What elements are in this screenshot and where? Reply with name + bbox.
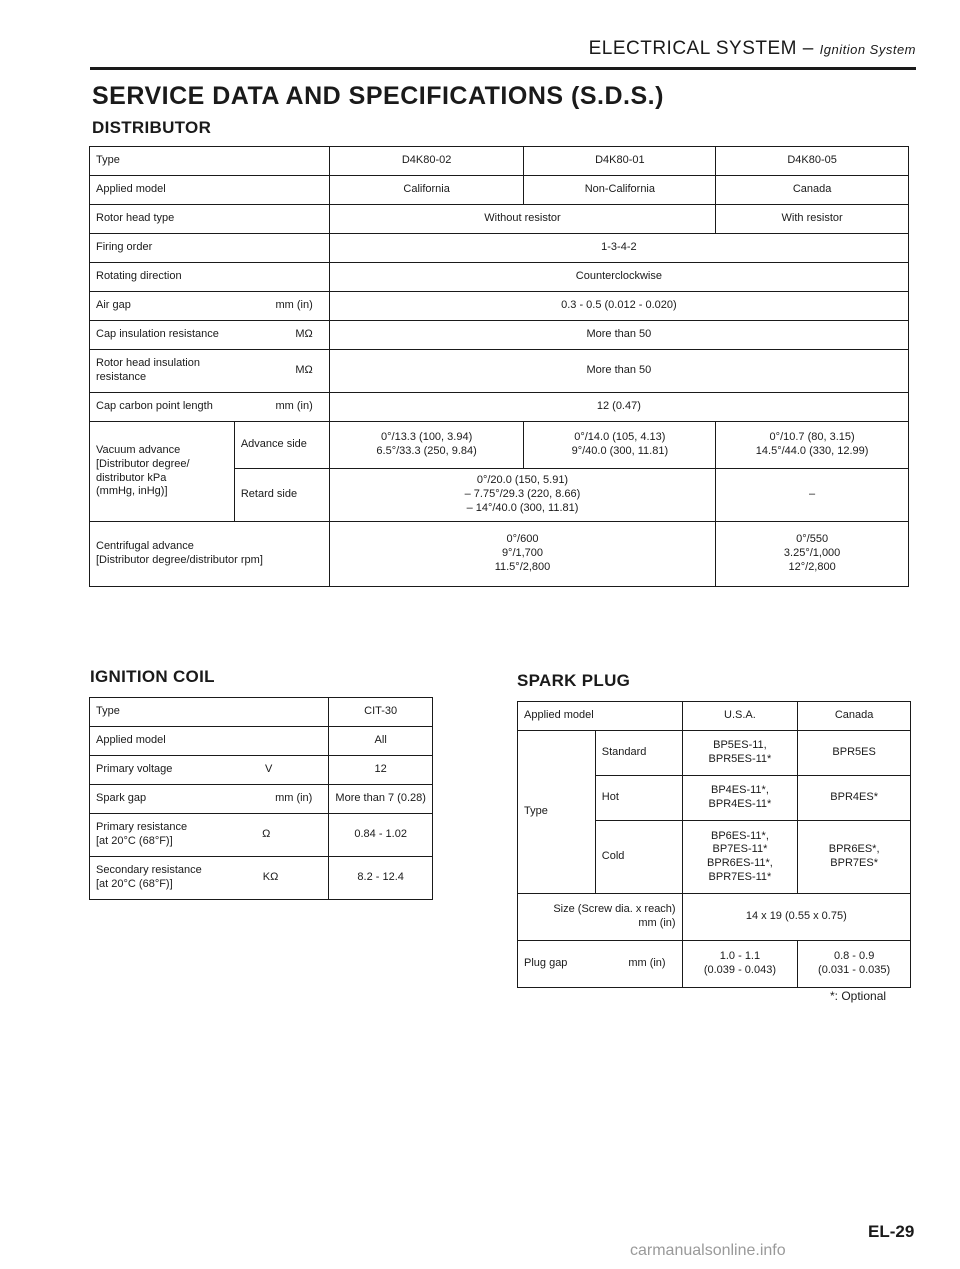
header-main: ELECTRICAL SYSTEM – [588,38,814,59]
spark-plug-table [517,701,911,988]
table-row [90,176,909,205]
coil-value: More than 7 (0.28) [329,785,433,814]
coil-value: 0.84 - 1.02 [329,814,433,857]
plug-gap-canada: 0.8 - 0.9 (0.031 - 0.035) [798,941,911,988]
coil-value: 12 [329,756,433,785]
plug-cold-label: Cold [595,821,682,894]
air-gap-value: 0.3 - 0.5 (0.012 - 0.020) [329,292,908,321]
plug-gap-label-cell [518,941,683,988]
applied-value: Non-California [524,176,716,205]
coil-label: Primary voltage [96,763,173,776]
coil-label-cell [90,785,329,814]
advance-value: 0°/10.7 (80, 3.15) 14.5°/44.0 (330, 12.99) [716,422,909,469]
header-sub: Ignition System [819,42,916,57]
applied-label: Applied model [90,176,330,205]
plug-hot-usa: BP4ES-11*, BPR4ES-11* [682,776,798,821]
coil-label: Type [96,705,120,718]
table-row [518,702,911,731]
plug-size-value: 14 x 19 (0.55 x 0.75) [682,894,910,941]
plug-col-usa: U.S.A. [682,702,798,731]
table-row [90,814,433,857]
centrifugal-us: 0°/600 9°/1,700 11.5°/2,800 [329,522,715,587]
table-row [90,350,909,393]
rotor-ins-label-cell [90,350,330,393]
page-header [589,38,916,60]
rotor-head-with: With resistor [716,205,909,234]
coil-unit: mm (in) [275,792,313,805]
coil-label-cell [90,756,329,785]
retard-side-label: Retard side [234,469,329,522]
coil-label: Applied model [96,734,166,747]
table-row [90,234,909,263]
plug-gap-label: Plug gap [524,957,568,970]
distributor-table [89,146,909,587]
table-row [90,857,433,900]
coil-label: Primary resistance [at 20°C (68°F)] [96,821,188,847]
type-value: D4K80-02 [329,147,524,176]
plug-hot-canada: BPR4ES* [798,776,911,821]
ignition-coil-heading: IGNITION COIL [90,667,215,686]
table-row [90,785,433,814]
rotor-ins-unit: MΩ [295,364,313,377]
applied-value: California [329,176,524,205]
carbon-label: Cap carbon point length [96,400,213,413]
rotating-value: Counterclockwise [329,263,908,292]
coil-value: All [329,727,433,756]
table-row [518,941,911,988]
plug-hot-label: Hot [595,776,682,821]
coil-label-cell [90,814,329,857]
cap-ins-unit: MΩ [295,328,313,341]
carbon-value: 12 (0.47) [329,393,908,422]
firing-label: Firing order [90,234,330,263]
optional-note: *: Optional [830,989,887,1003]
cap-ins-label-cell [90,321,330,350]
table-row [90,756,433,785]
table-row [90,522,909,587]
air-gap-label: Air gap [96,299,131,312]
plug-cold-canada: BPR6ES*, BPR7ES* [798,821,911,894]
type-value: D4K80-01 [524,147,716,176]
spark-plug-heading: SPARK PLUG [517,671,631,690]
coil-label-cell [90,698,329,727]
page-number: EL-29 [868,1222,915,1241]
centrifugal-label: Centrifugal advance [Distributor degree/distributor rpm] [90,522,330,587]
advance-value: 0°/13.3 (100, 3.94) 6.5°/33.3 (250, 9.84) [329,422,524,469]
applied-value: Canada [716,176,909,205]
plug-cold-usa: BP6ES-11*, BP7ES-11* BPR6ES-11*, BPR7ES-11* [682,821,798,894]
table-row [90,292,909,321]
plug-applied-label: Applied model [518,702,683,731]
carbon-unit: mm (in) [275,400,313,413]
table-row [90,321,909,350]
coil-unit: V [265,763,273,776]
table-row [90,147,909,176]
header-rule [90,67,916,70]
table-row [90,393,909,422]
table-row [518,894,911,941]
coil-label: Secondary resistance [at 20°C (68°F)] [96,864,202,890]
plug-gap-usa: 1.0 - 1.1 (0.039 - 0.043) [682,941,798,988]
rotor-ins-value: More than 50 [329,350,908,393]
rotating-label: Rotating direction [90,263,330,292]
rotor-head-label: Rotor head type [90,205,330,234]
coil-label: Spark gap [96,792,147,805]
plug-standard-usa: BP5ES-11, BPR5ES-11* [682,731,798,776]
plug-gap-unit: mm (in) [628,957,666,970]
type-value: D4K80-05 [716,147,909,176]
cap-ins-value: More than 50 [329,321,908,350]
air-gap-unit: mm (in) [275,299,313,312]
retard-canada: – [716,469,909,522]
ignition-coil-table [89,697,433,900]
plug-type-label: Type [518,731,596,894]
coil-label-cell [90,727,329,756]
firing-value: 1-3-4-2 [329,234,908,263]
plug-col-canada: Canada [798,702,911,731]
table-row [518,731,911,776]
air-gap-label-cell [90,292,330,321]
page-title: SERVICE DATA AND SPECIFICATIONS (S.D.S.) [92,82,664,110]
cap-ins-label: Cap insulation resistance [96,328,219,341]
rotor-head-without: Without resistor [329,205,715,234]
rotor-ins-label: Rotor head insulation resistance [96,357,200,383]
coil-value: CIT-30 [329,698,433,727]
carbon-label-cell [90,393,330,422]
table-row [90,727,433,756]
retard-value: 0°/20.0 (150, 5.91) – 7.75°/29.3 (220, 8.66) – 14°/40.0 (300, 11.81) [329,469,715,522]
vacuum-label: Vacuum advance [Distributor degree/ distributor kPa (mmHg, inHg)] [90,422,235,522]
table-row [90,698,433,727]
watermark: carmanualsonline.info [630,1242,786,1259]
distributor-heading: DISTRIBUTOR [92,118,212,137]
type-label: Type [90,147,330,176]
table-row [90,422,909,469]
plug-standard-canada: BPR5ES [798,731,911,776]
coil-unit: Ω [262,828,271,841]
coil-unit: KΩ [262,871,279,884]
coil-value: 8.2 - 12.4 [329,857,433,900]
advance-side-label: Advance side [234,422,329,469]
coil-label-cell [90,857,329,900]
table-row [90,205,909,234]
plug-standard-label: Standard [595,731,682,776]
table-row [90,263,909,292]
advance-value: 0°/14.0 (105, 4.13) 9°/40.0 (300, 11.81) [524,422,716,469]
centrifugal-canada: 0°/550 3.25°/1,000 12°/2,800 [716,522,909,587]
plug-size-label: Size (Screw dia. x reach) mm (in) [518,894,683,941]
